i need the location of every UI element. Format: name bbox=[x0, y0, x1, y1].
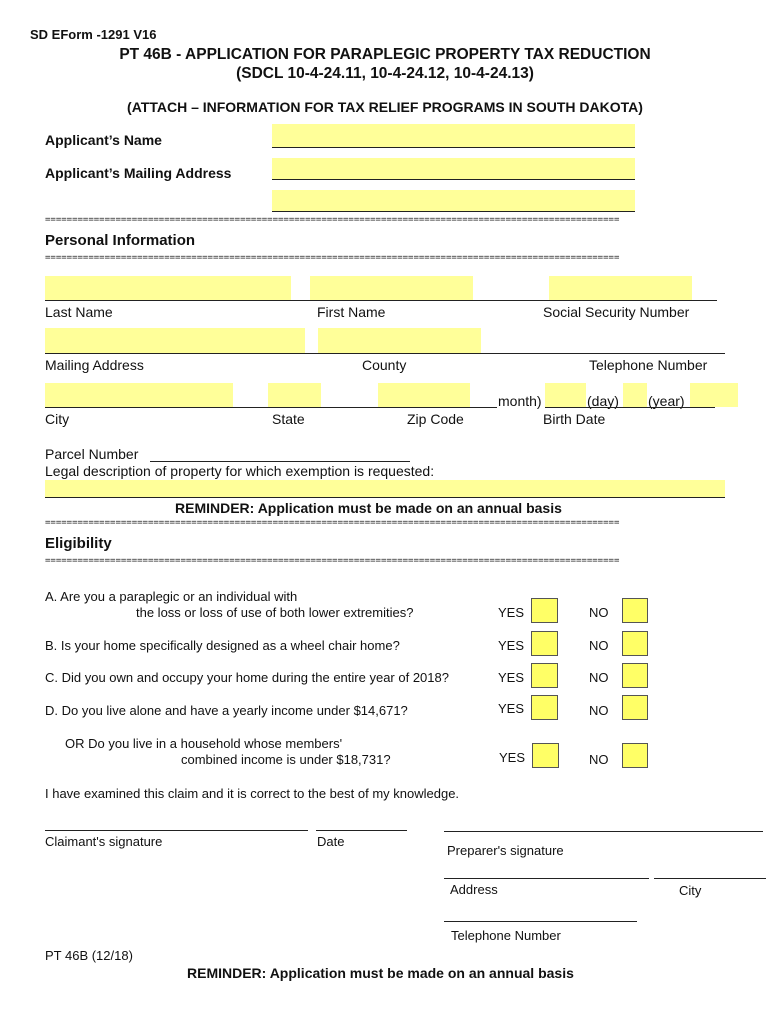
title-line-1: PT 46B - APPLICATION FOR PARAPLEGIC PROPERTY TAX REDUCTION bbox=[119, 46, 651, 63]
separator: ========================================================================================================== bbox=[45, 556, 620, 566]
preparer-city-label: City bbox=[679, 883, 702, 898]
yes-label-or: YES bbox=[499, 750, 526, 765]
ssn-field[interactable] bbox=[549, 276, 692, 300]
birth-year-field[interactable] bbox=[690, 383, 738, 407]
yes-label-c: YES bbox=[498, 670, 525, 685]
no-checkbox-d[interactable] bbox=[622, 695, 648, 720]
county-label: County bbox=[362, 357, 407, 373]
birth-month-field[interactable] bbox=[623, 383, 647, 407]
question-a-line-2: the loss or loss of use of both lower extremities? bbox=[136, 605, 414, 620]
last-name-label: Last Name bbox=[45, 304, 113, 320]
attach-note: (ATTACH – INFORMATION FOR TAX RELIEF PROGRAMS IN SOUTH DAKOTA) bbox=[127, 99, 643, 115]
claimant-signature-field[interactable] bbox=[45, 830, 308, 831]
yes-label-a: YES bbox=[498, 605, 525, 620]
mailing-address-field[interactable] bbox=[45, 328, 305, 353]
row-underline bbox=[45, 353, 725, 354]
no-checkbox-b[interactable] bbox=[622, 631, 648, 656]
row-underline bbox=[45, 300, 717, 301]
question-c: C. Did you own and occupy your home during the entire year of 2018? bbox=[45, 670, 449, 685]
reminder-text: REMINDER: Application must be made on an annual basis bbox=[175, 500, 562, 516]
question-or-line-2: combined income is under $18,731? bbox=[181, 752, 391, 767]
city-field[interactable] bbox=[45, 383, 233, 407]
day-label: (day) bbox=[587, 393, 619, 409]
applicant-address-label: Applicant’s Mailing Address bbox=[45, 165, 232, 181]
no-label-c: NO bbox=[589, 670, 609, 685]
no-label-a: NO bbox=[589, 605, 609, 620]
ssn-label: Social Security Number bbox=[543, 304, 690, 320]
yes-checkbox-b[interactable] bbox=[531, 631, 558, 656]
applicant-address-field-1[interactable] bbox=[272, 158, 635, 180]
no-checkbox-or[interactable] bbox=[622, 743, 648, 768]
yes-label-d: YES bbox=[498, 701, 525, 716]
first-name-label: First Name bbox=[317, 304, 386, 320]
yes-checkbox-or[interactable] bbox=[532, 743, 559, 768]
applicant-name-field[interactable] bbox=[272, 124, 635, 148]
separator: ========================================================================================================== bbox=[45, 215, 620, 225]
yes-label-b: YES bbox=[498, 638, 525, 653]
state-label: State bbox=[272, 411, 305, 427]
first-name-field[interactable] bbox=[310, 276, 473, 300]
applicant-address-field-2[interactable] bbox=[272, 190, 635, 212]
question-d: D. Do you live alone and have a yearly income under $14,671? bbox=[45, 703, 408, 718]
preparer-telephone-label: Telephone Number bbox=[451, 928, 561, 943]
date-field[interactable] bbox=[316, 830, 407, 831]
birth-date-label: Birth Date bbox=[543, 411, 606, 427]
no-label-or: NO bbox=[589, 752, 609, 767]
zip-field[interactable] bbox=[378, 383, 470, 407]
question-a-line-1: A. Are you a paraplegic or an individual with bbox=[45, 589, 298, 604]
preparer-city-field[interactable] bbox=[654, 878, 766, 879]
preparer-signature-field[interactable] bbox=[444, 831, 763, 832]
mailing-address-label: Mailing Address bbox=[45, 357, 144, 373]
personal-info-heading: Personal Information bbox=[45, 232, 196, 249]
title-line-2: (SDCL 10-4-24.11, 10-4-24.12, 10-4-24.13) bbox=[236, 65, 534, 82]
preparer-signature-label: Preparer's signature bbox=[447, 843, 564, 858]
applicant-name-label: Applicant’s Name bbox=[45, 132, 162, 148]
city-label: City bbox=[45, 411, 70, 427]
no-label-d: NO bbox=[589, 703, 609, 718]
date-label: Date bbox=[317, 834, 345, 849]
no-label-b: NO bbox=[589, 638, 609, 653]
telephone-label: Telephone Number bbox=[589, 357, 708, 373]
zip-label: Zip Code bbox=[407, 411, 464, 427]
eligibility-heading: Eligibility bbox=[45, 535, 112, 552]
preparer-address-label: Address bbox=[450, 882, 498, 897]
footer-reminder: REMINDER: Application must be made on an annual basis bbox=[187, 965, 574, 981]
county-field[interactable] bbox=[318, 328, 481, 353]
parcel-number-field[interactable] bbox=[150, 461, 410, 462]
question-b: B. Is your home specifically designed as a wheel chair home? bbox=[45, 638, 400, 653]
no-checkbox-a[interactable] bbox=[622, 598, 648, 623]
legal-description-field[interactable] bbox=[45, 480, 725, 498]
year-label: (year) bbox=[648, 393, 685, 409]
yes-checkbox-a[interactable] bbox=[531, 598, 558, 623]
legal-description-label: Legal description of property for which exemption is requested: bbox=[45, 463, 435, 479]
parcel-number-label: Parcel Number bbox=[45, 446, 139, 462]
no-checkbox-c[interactable] bbox=[622, 663, 648, 688]
form-code: PT 46B (12/18) bbox=[45, 948, 133, 963]
birthdate-underline bbox=[545, 407, 715, 408]
state-field[interactable] bbox=[268, 383, 321, 407]
month-label: month) bbox=[498, 393, 542, 409]
question-or-line-1: OR Do you live in a household whose members' bbox=[65, 736, 343, 751]
claimant-signature-label: Claimant's signature bbox=[45, 834, 163, 849]
separator: ========================================================================================================== bbox=[45, 518, 620, 528]
form-id: SD EForm -1291 V16 bbox=[30, 27, 157, 42]
row-underline bbox=[45, 407, 497, 408]
preparer-address-field[interactable] bbox=[444, 878, 649, 879]
form-title bbox=[0, 46, 770, 83]
certification-statement: I have examined this claim and it is correct to the best of my knowledge. bbox=[45, 786, 460, 801]
yes-checkbox-c[interactable] bbox=[531, 663, 558, 688]
preparer-telephone-field[interactable] bbox=[444, 921, 637, 922]
last-name-field[interactable] bbox=[45, 276, 291, 300]
separator: ========================================================================================================== bbox=[45, 253, 620, 263]
yes-checkbox-d[interactable] bbox=[531, 695, 558, 720]
birth-day-field[interactable] bbox=[545, 383, 586, 407]
